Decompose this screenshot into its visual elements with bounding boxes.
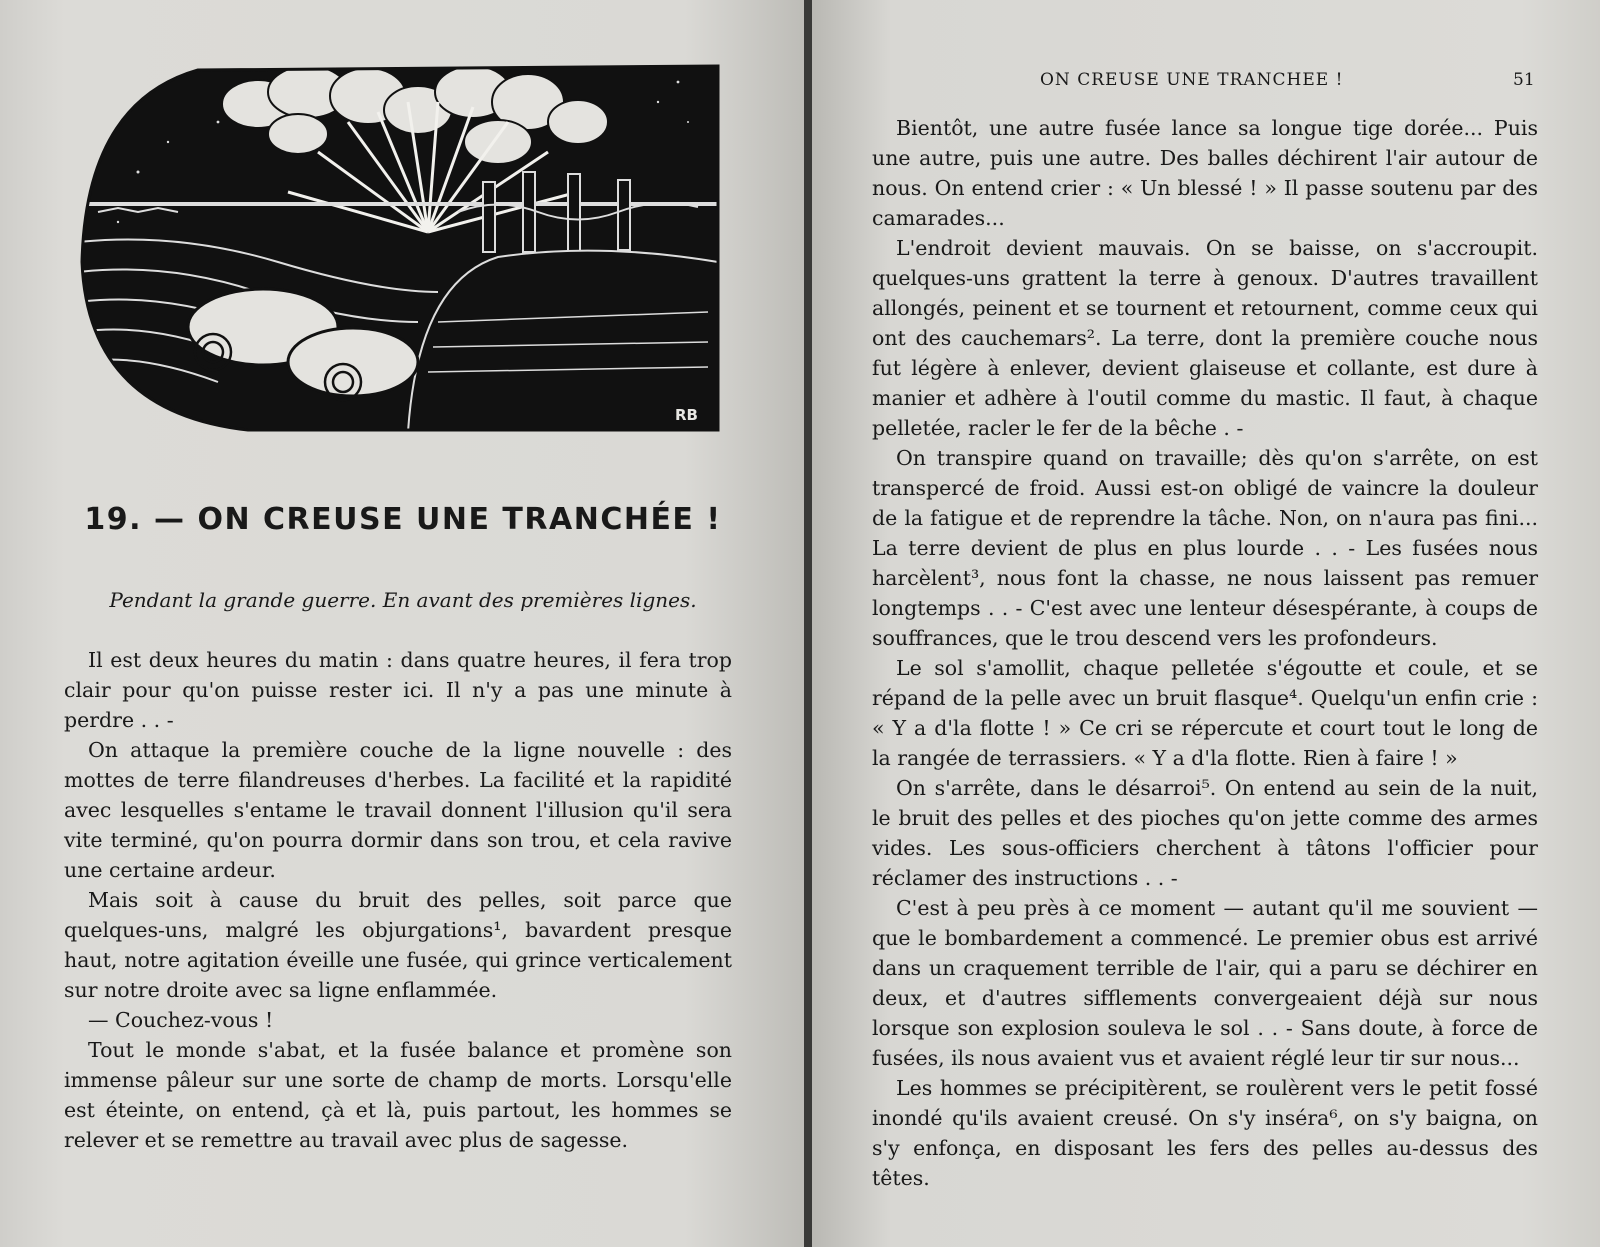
paragraph: Il est deux heures du matin : dans quatre heures, il fera trop clair pour qu'on puisse rester ici. Il n'y a pas une minute à perdre . . - bbox=[64, 648, 732, 732]
running-head: ON CREUSE UNE TRANCHEE ! bbox=[1040, 70, 1344, 90]
illustrator-signature: RB bbox=[675, 406, 698, 424]
paragraph: On attaque la première couche de la ligne nouvelle : des mottes de terre filandreuses d'herbes. La facilité et la rapidité avec lesquelles s'entame le travail donnent l'illusion qu'il sera vite terminé, qu'on pourra dormir dans son trou, et cela ravive une certaine ardeur. bbox=[64, 738, 732, 882]
right-page bbox=[812, 0, 1600, 1247]
paragraph: On s'arrête, dans le désarroi⁵. On entend au sein de la nuit, le bruit des pelles et des pioches qu'on jette comme des armes vides. Les sous-officiers cherchent à tâtons l'officier pour réclamer des instructions . . - bbox=[872, 776, 1538, 890]
paragraph: — Couchez-vous ! bbox=[88, 1008, 274, 1032]
left-body-text bbox=[64, 645, 732, 1155]
paragraph: Bientôt, une autre fusée lance sa longue tige dorée... Puis une autre, puis une autre. Des balles déchirent l'air autour de nous. On entend crier : « Un blessé ! » Il passe soutenu par des camarades... bbox=[872, 116, 1538, 230]
paragraph: Les hommes se précipitèrent, se roulèrent vers le petit fossé inondé qu'ils avaient creusé. On s'y inséra⁶, on s'y baigna, on s'y enfonça, en disposant les fers des pelles au-dessus des têtes. bbox=[872, 1076, 1538, 1190]
paragraph: C'est à peu près à ce moment — autant qu'il me souvient — que le bombardement a commencé. Le premier obus est arrivé dans un craquement terrible de l'air, qui a paru se déchirer en deux, et d'autres sifflements convergeaient déjà sur nous lorsque son explosion souleva le sol . . - Sans doute, à force de fusées, ils nous avaient vus et avaient réglé leur tir sur nous... bbox=[872, 896, 1538, 1070]
paragraph: On transpire quand on travaille; dès qu'on s'arrête, on est transpercé de froid. Aussi est-on obligé de vaincre la douleur de la fatigue et de reprendre la tâche. Non, on n'aura pas fini... La terre devient de plus en plus lourde . . - Les fusées nous harcèlent³, nous font la chasse, ne nous laissent pas remuer longtemps . . - C'est avec une lenteur désespérante, à coups de souffrances, que le trou descend vers les profondeurs. bbox=[872, 446, 1538, 650]
right-body-text bbox=[872, 113, 1538, 1193]
paragraph: Le sol s'amollit, chaque pelletée s'égoutte et coule, et se répand de la pelle avec un bruit flasque⁴. Quelqu'un enfin crie : « Y a d'la flotte ! » Ce cri se répercute et court tout le long de la rangée de terrassiers. « Y a d'la flotte. Rien à faire ! » bbox=[872, 656, 1538, 770]
trench-woodcut-illustration bbox=[78, 62, 728, 442]
paragraph: Tout le monde s'abat, et la fusée balance et promène son immense pâleur sur une sorte de champ de morts. Lorsqu'elle est éteinte, on entend, çà et là, puis partout, les hommes se relever et se remettre au travail avec plus de sagesse. bbox=[64, 1038, 732, 1152]
chapter-title: 19. — ON CREUSE UNE TRANCHÉE ! bbox=[84, 502, 722, 537]
chapter-subtitle: Pendant la grande guerre. En avant des premières lignes. bbox=[109, 588, 697, 612]
page-number: 51 bbox=[1513, 70, 1535, 90]
paragraph: L'endroit devient mauvais. On se baisse, on s'accroupit. quelques-uns grattent la terre à genoux. D'autres travaillent allongés, peinent et se tournent et retournent, comme ceux qui ont des cauchemars². La terre, dont la première couche nous fut légère à enlever, devient glaiseuse et collante, est dure à manier et adhère à l'outil comme du mastic. Il faut, à chaque pelletée, racler le fer de la bêche . - bbox=[872, 236, 1538, 440]
paragraph: Mais soit à cause du bruit des pelles, soit parce que quelques-uns, malgré les objurgations¹, bavardent presque haut, notre agitation éveille une fusée, qui grince verticalement sur notre droite avec sa ligne enflammée. bbox=[64, 888, 732, 1002]
